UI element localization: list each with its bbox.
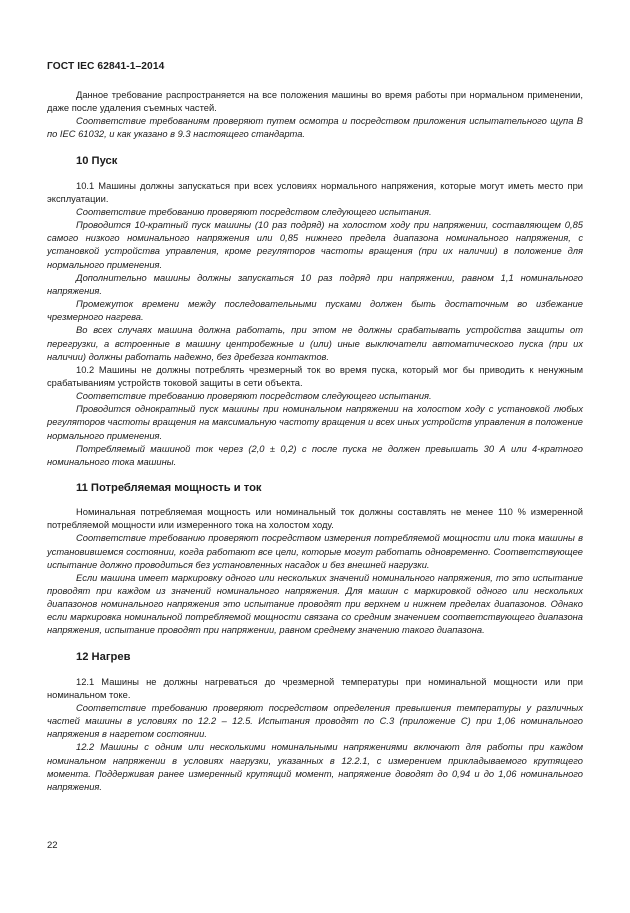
paragraph: Соответствие требованиям проверяют путем осмотра и посредством приложения испытательного щупа В по IEC 61032, и как указано в 9.3 настоящего стандарта. — [47, 116, 583, 140]
paragraph: Если машина имеет маркировку одного или нескольких значений номинального напряжения, то это испытание проводят при каждом из значений номинального напряжения. Для машин с маркировкой одного или нескольких диапазонов номинального напряжения это испытание проводят при верхнем и нижнем пределах диапазонов. Однако если маркировка номинальной потребляемой мощности связана со средним значением соответствующего диапазона напряжения, испытание проводят при напряжении, равном среднему значению такого диапазона. — [47, 572, 583, 636]
section-heading: 12 Нагрев — [76, 650, 131, 663]
paragraph: 12.1 Машины не должны нагреваться до чрезмерной температуры при номинальной мощности или при номинальном токе. — [47, 676, 583, 700]
paragraph: Соответствие требованию проверяют посредством следующего испытания. — [76, 391, 432, 402]
document-header: ГОСТ IEC 62841-1–2014 — [47, 61, 165, 72]
paragraph: 10.2 Машины не должны потреблять чрезмерный ток во время пуска, который мог бы приводить к ненужным срабатываниям устройств токовой защиты в сети объекта. — [47, 364, 583, 388]
paragraph: Соответствие требованию проверяют посредством определения превышения температуры у различных частей машины в условиях по 12.2 – 12.5. Испытания проводят по С.3 (приложение С) при 1,06 номинального напряжения в нагретом состоянии. — [47, 702, 583, 740]
paragraph: Промежуток времени между последовательными пусками должен быть достаточным во избежание чрезмерного нагрева. — [47, 299, 583, 323]
paragraph: Дополнительно машины должны запускаться 10 раз подряд при напряжении, равном 1,1 номинального напряжения. — [47, 272, 583, 296]
document-body — [47, 89, 583, 794]
paragraph: Номинальная потребляемая мощность или номинальный ток должны составлять не менее 110 % измеренной потребляемой мощности или измеренного тока на холостом ходу. — [47, 507, 583, 531]
paragraph: Во всех случаях машина должна работать, при этом не должны срабатывать устройства защиты от перегрузки, а встроенные в машину центробежные и (или) иные выключатели автоматического пуска (при их наличии) должны работать надежно, без дребезга контактов. — [47, 325, 583, 362]
paragraph: 12.2 Машины с одним или несколькими номинальными напряжениями включают для работы при каждом номинальном напряжении в условиях нагрузки, указанных в 12.2.1, с измерением прикладываемого крутящего момента. Поддерживая ранее измеренный крутящий момент, напряжение доводят до 0,94 и до 1,06 номинального напряжения. — [47, 742, 583, 792]
paragraph: Соответствие требованию проверяют посредством следующего испытания. — [76, 206, 432, 217]
section-heading: 11 Потребляемая мощность и ток — [76, 482, 262, 495]
paragraph: Данное требование распространяется на все положения машины во время работы при нормальном применении, даже после удаления съемных частей. — [47, 90, 583, 114]
page-number: 22 — [47, 840, 58, 851]
paragraph: Потребляемый машиной ток через (2,0 ± 0,2) с после пуска не должен превышать 30 А или 4-кратного номинального тока машины. — [47, 443, 583, 467]
paragraph: Соответствие требованию проверяют посредством измерения потребляемой мощности или тока машины в установившемся состоянии, когда работают все цели, которые могут работать одновременно. Соответствующее испытание должно проводиться без установленных насадок и без внешней нагрузки. — [47, 533, 583, 570]
paragraph: Проводится 10-кратный пуск машины (10 раз подряд) на холостом ходу при напряжении, составляющем 0,85 самого низкого номинального напряжения или 0,85 нижнего предела диапазона номинального напряжения, с установкой устройства управления, кроме регуляторов частоты вращения (при их наличии) в положение для нормального применения. — [47, 220, 583, 270]
paragraph: Проводится однократный пуск машины при номинальном напряжении на холостом ходу с установкой любых регуляторов частоты вращения на максимальную частоту вращения и всех иных устройств управления в положение нормального применения. — [47, 404, 583, 441]
paragraph: 10.1 Машины должны запускаться при всех условиях нормального напряжения, которые могут иметь место при эксплуатации. — [47, 180, 583, 204]
section-heading: 10 Пуск — [76, 154, 118, 167]
